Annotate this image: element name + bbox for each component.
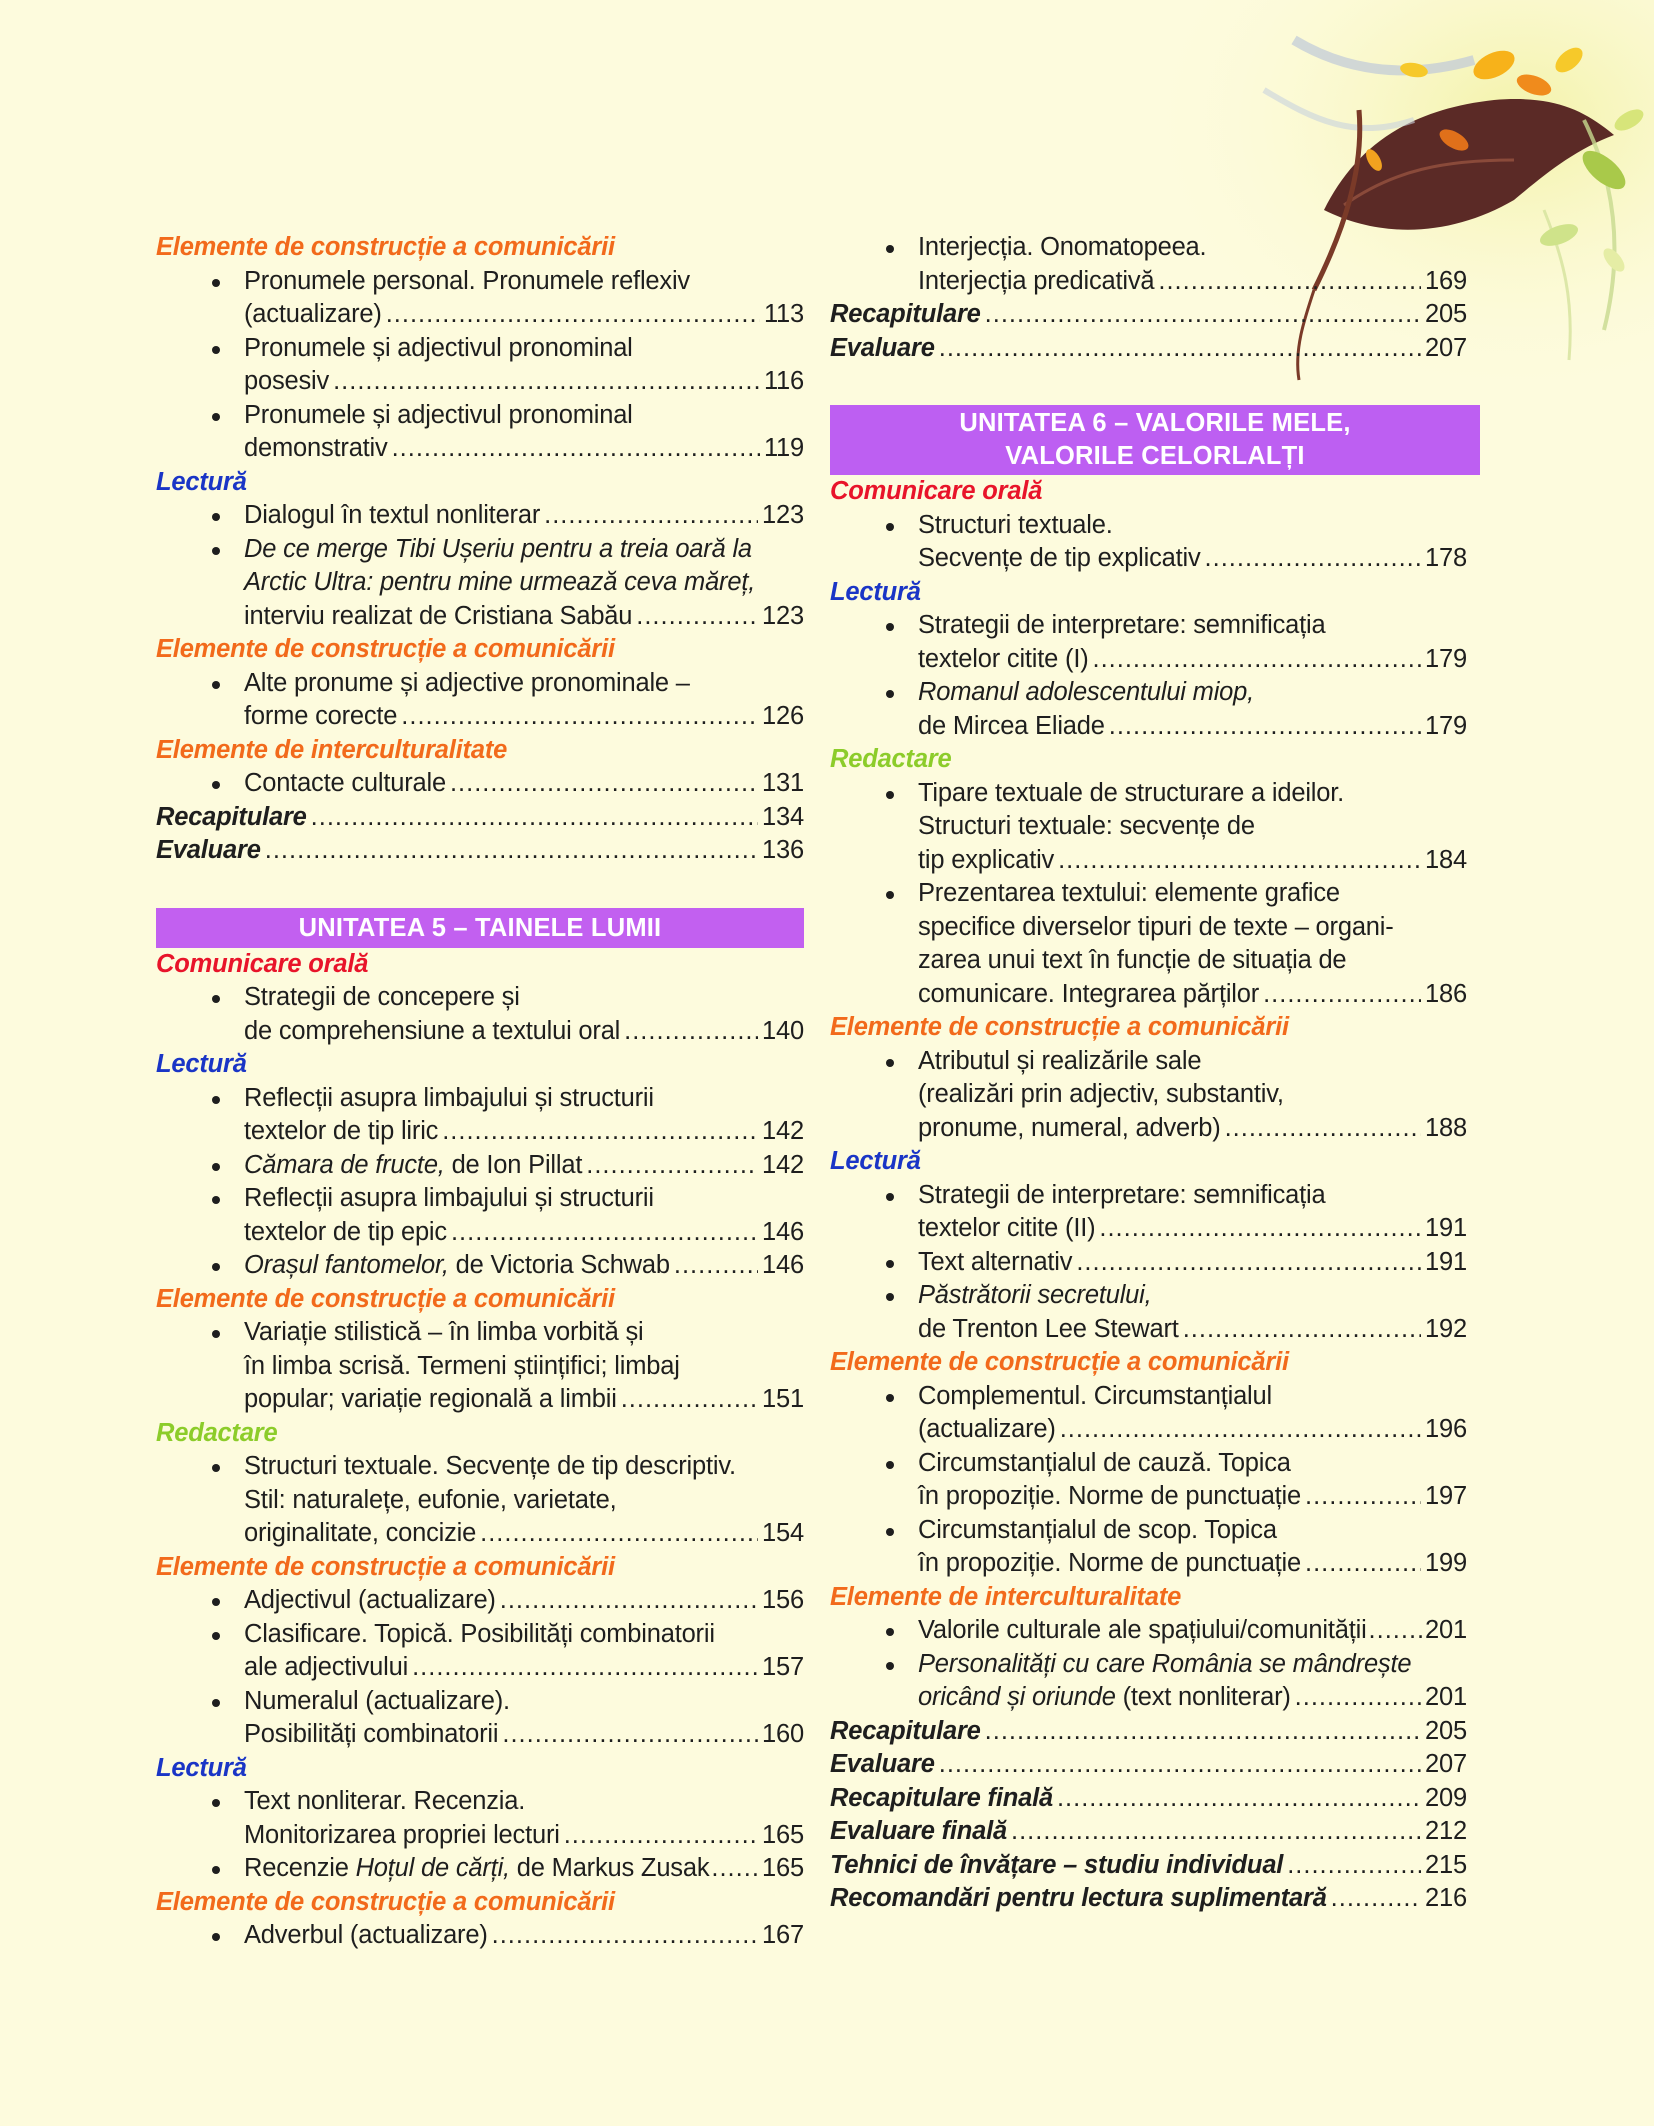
toc-entry[interactable]: Text alternativ ..... 191 — [830, 1246, 1467, 1280]
toc-entry[interactable]: Strategii de interpretare: semnificația textelor citite (II) ..... 191 — [830, 1179, 1467, 1246]
bullet-icon — [886, 1293, 894, 1301]
section-heading: Elemente de interculturalitate — [156, 735, 508, 764]
toc-entry[interactable]: Reflecții asupra limbajului și structurii textelor de tip epic ..... 146 — [156, 1182, 804, 1249]
page-number: 196 — [1425, 1415, 1467, 1443]
toc-recap[interactable]: Recapitulare ..... 205 — [830, 298, 1467, 332]
toc-final-recap[interactable]: Recapitulare finală ..... 209 — [830, 1782, 1467, 1816]
section-heading: Elemente de interculturalitate — [830, 1582, 1182, 1611]
section-heading: Elemente de construcție a comunicării — [156, 635, 615, 663]
page-number: 165 — [762, 1854, 804, 1882]
bullet-icon — [886, 1662, 894, 1670]
bullet-icon — [886, 1461, 894, 1469]
section-heading: Lectură — [156, 467, 247, 496]
page-number: 157 — [762, 1653, 804, 1681]
toc-entry[interactable]: Valorile culturale ale spațiului/comunității ..... 201 — [830, 1614, 1467, 1648]
toc-entry[interactable]: Pronumele personal. Pronumele reflexiv (actualizare) ..... 113 — [156, 265, 804, 332]
bullet-icon — [886, 1059, 894, 1067]
page-number: 126 — [762, 702, 804, 730]
toc-entry[interactable]: Adverbul (actualizare) ..... 167 — [156, 1919, 804, 1953]
toc-entry[interactable]: Interjecția. Onomatopeea. Interjecția predicativă ..... 169 — [830, 231, 1467, 298]
toc-right-column — [830, 231, 1467, 1916]
section-heading: Elemente de construcție a comunicării — [156, 1284, 615, 1313]
page-number: 192 — [1425, 1314, 1467, 1343]
bullet-icon — [212, 1598, 220, 1606]
toc-entry[interactable]: Circumstanțialul de scop. Topica în propoziție. Norme de punctuație ..... 199 — [830, 1514, 1467, 1581]
toc-entry[interactable]: Cămara de fructe, de Ion Pillat ..... 142 — [156, 1149, 804, 1183]
page-number: 191 — [1425, 1247, 1467, 1276]
section-heading: Lectură — [830, 1147, 921, 1175]
bullet-icon — [212, 547, 220, 555]
section-heading: Redactare — [830, 745, 952, 773]
bullet-icon — [886, 1260, 894, 1268]
page-number: 151 — [762, 1385, 804, 1413]
toc-entry[interactable]: Pronumele și adjectivul pronominal demonstrativ ..... 119 — [156, 399, 804, 466]
toc-entry[interactable]: Adjectivul (actualizare) ..... 156 — [156, 1584, 804, 1618]
toc-entry[interactable]: Pronumele și adjectivul pronominal posesiv ..... 116 — [156, 332, 804, 399]
toc-entry[interactable]: Romanul adolescentului miop, de Mircea Eliade ..... 179 — [830, 676, 1467, 743]
toc-entry[interactable]: Păstrătorii secretului, de Trenton Lee Stewart ..... 192 — [830, 1279, 1467, 1346]
bullet-icon — [212, 513, 220, 521]
bullet-icon — [886, 1628, 894, 1636]
page-number: 216 — [1425, 1884, 1467, 1912]
unit-5-banner: UNITATEA 5 – TAINELE LUMII — [156, 908, 804, 948]
bullet-icon — [212, 1632, 220, 1640]
toc-entry[interactable]: Strategii de concepere și de comprehensiune a textului oral ..... 140 — [156, 981, 804, 1048]
bullet-icon — [212, 1096, 220, 1104]
bullet-icon — [212, 1799, 220, 1807]
page-number: 123 — [762, 501, 804, 529]
bullet-icon — [212, 1263, 220, 1271]
toc-recap[interactable]: Recapitulare ..... 134 — [156, 801, 804, 835]
toc-entry[interactable]: Text nonliterar. Recenzia. Monitorizarea propriei lecturi ..... 165 — [156, 1785, 804, 1852]
page-number: 165 — [762, 1820, 804, 1849]
page-number: 154 — [762, 1519, 804, 1547]
bullet-icon — [212, 1866, 220, 1874]
toc-entry[interactable]: De ce merge Tibi Ușeriu pentru a treia oară la Arctic Ultra: pentru mine urmează ceva măreț, interviu realizat de Cristiana Sabău ..... 123 — [156, 533, 804, 634]
section-heading: Redactare — [156, 1418, 278, 1447]
unit-6-banner: UNITATEA 6 – VALORILE MELE, VALORILE CELORLALȚI — [830, 405, 1480, 475]
toc-entry[interactable]: Alte pronume și adjective pronominale – forme corecte ..... 126 — [156, 667, 804, 734]
bullet-icon — [886, 523, 894, 531]
bullet-icon — [886, 1528, 894, 1536]
section-heading: Lectură — [156, 1050, 247, 1078]
bullet-icon — [212, 279, 220, 287]
toc-entry[interactable]: Prezentarea textului: elemente grafice specifice diverselor tipuri de texte – organi- zarea unui text în funcție de situația de comunicare. Integrarea părților ..... 186 — [830, 877, 1467, 1011]
section-heading: Lectură — [830, 577, 921, 606]
bullet-icon — [212, 1464, 220, 1472]
bullet-icon — [212, 781, 220, 789]
section-heading: Elemente de construcție a comunicării — [156, 1887, 615, 1916]
page-number: 146 — [762, 1217, 804, 1246]
bullet-icon — [212, 413, 220, 421]
page-number: 167 — [762, 1921, 804, 1949]
bullet-icon — [212, 995, 220, 1003]
toc-entry[interactable]: Circumstanțialul de cauză. Topica în propoziție. Norme de punctuație ..... 197 — [830, 1447, 1467, 1514]
page-number: 188 — [1425, 1113, 1467, 1142]
page-number: 184 — [1425, 845, 1467, 874]
page-number: 140 — [762, 1016, 804, 1045]
toc-entry[interactable]: Tipare textuale de structurare a ideilor. Structuri textuale: secvențe de tip explicativ ..... 184 — [830, 777, 1467, 878]
page-number: 201 — [1425, 1616, 1467, 1644]
section-heading: Elemente de construcție a comunicării — [156, 233, 615, 261]
page-number: 142 — [762, 1117, 804, 1145]
toc-entry[interactable]: Variație stilistică – în limba vorbită și în limba scrisă. Termeni științifici; limbaj popular; variație regională a limbii ..... 151 — [156, 1316, 804, 1417]
page-number: 209 — [1425, 1783, 1467, 1812]
page-number: 186 — [1425, 979, 1467, 1008]
toc-entry[interactable]: Structuri textuale. Secvențe de tip descriptiv. Stil: naturalețe, eufonie, varietate, originalitate, concizie ..... 154 — [156, 1450, 804, 1551]
page-number: 178 — [1425, 544, 1467, 572]
page-number: 142 — [762, 1150, 804, 1179]
page-number: 191 — [1425, 1214, 1467, 1242]
bullet-icon — [212, 1163, 220, 1171]
bullet-icon — [886, 623, 894, 631]
section-heading: Elemente de construcție a comunicării — [830, 1013, 1289, 1041]
toc-final-evaluation[interactable]: Evaluare finală ..... 212 — [830, 1815, 1467, 1849]
bullet-icon — [886, 1394, 894, 1402]
section-heading: Elemente de construcție a comunicării — [830, 1348, 1289, 1376]
page-number: 212 — [1425, 1817, 1467, 1845]
page-number: 199 — [1425, 1549, 1467, 1577]
bullet-icon — [212, 681, 220, 689]
toc-evaluation[interactable]: Evaluare ..... 207 — [830, 332, 1467, 366]
page-number: 215 — [1425, 1850, 1467, 1879]
page-number: 116 — [763, 367, 804, 395]
toc-entry[interactable]: Reflecții asupra limbajului și structurii textelor de tip liric ..... 142 — [156, 1082, 804, 1149]
toc-entry[interactable]: Contacte culturale ..... 131 — [156, 767, 804, 801]
bullet-icon — [886, 690, 894, 698]
bullet-icon — [886, 891, 894, 899]
bullet-icon — [212, 346, 220, 354]
toc-entry[interactable]: Structuri textuale. Secvențe de tip explicativ ..... 178 — [830, 509, 1467, 576]
page-number: 136 — [762, 836, 804, 864]
page-number: 197 — [1425, 1482, 1467, 1510]
page-number: 201 — [1425, 1683, 1467, 1711]
section-heading: Comunicare orală — [156, 949, 369, 978]
page-number: 207 — [1425, 333, 1467, 362]
page-number: 207 — [1425, 1750, 1467, 1778]
page-number: 146 — [762, 1251, 804, 1279]
section-heading: Lectură — [156, 1753, 247, 1782]
bullet-icon — [212, 1699, 220, 1707]
toc-entry[interactable]: Orașul fantomelor, de Victoria Schwab ..... 146 — [156, 1249, 804, 1283]
section-heading: Comunicare orală — [830, 477, 1043, 505]
page-number: 169 — [1425, 266, 1467, 295]
toc-entry[interactable]: Complementul. Circumstanțialul (actualizare) ..... 196 — [830, 1380, 1467, 1447]
bullet-icon — [886, 791, 894, 799]
page-number: 131 — [762, 769, 804, 797]
page-number: 134 — [762, 802, 804, 831]
toc-entry[interactable]: Atributul și realizările sale (realizări prin adjectiv, substantiv, pronume, numeral, adverb) ..... 188 — [830, 1045, 1467, 1146]
toc-entry[interactable]: Numeralul (actualizare). Posibilități combinatorii ..... 160 — [156, 1685, 804, 1752]
toc-evaluation[interactable]: Evaluare ..... 136 — [156, 834, 804, 868]
bullet-icon — [212, 1933, 220, 1941]
toc-reading-recommendations[interactable]: Recomandări pentru lectura suplimentară ..... 216 — [830, 1882, 1467, 1916]
toc-entry[interactable]: Clasificare. Topică. Posibilități combinatorii ale adjectivului ..... 157 — [156, 1618, 804, 1685]
page-number: 205 — [1425, 300, 1467, 328]
page-number: 119 — [763, 434, 804, 462]
toc-evaluation[interactable]: Evaluare ..... 207 — [830, 1748, 1467, 1782]
page-number: 113 — [763, 300, 804, 328]
toc-learning-techniques[interactable]: Tehnici de învățare – studiu individual ..... 215 — [830, 1849, 1467, 1883]
page-number: 123 — [762, 601, 804, 630]
page-number: 205 — [1425, 1716, 1467, 1745]
page-number: 179 — [1425, 644, 1467, 673]
toc-entry[interactable]: Strategii de interpretare: semnificația textelor citite (I) ..... 179 — [830, 609, 1467, 676]
bullet-icon — [212, 1330, 220, 1338]
bullet-icon — [886, 245, 894, 253]
toc-entry[interactable]: Personalități cu care România se mândrește oricând și oriunde (text nonliterar) ..... 201 — [830, 1648, 1467, 1715]
toc-recap[interactable]: Recapitulare ..... 205 — [830, 1715, 1467, 1749]
bullet-icon — [886, 1193, 894, 1201]
page-number: 160 — [762, 1720, 804, 1748]
toc-entry[interactable]: Recenzie Hoțul de cărți, de Markus Zusak ..... 165 — [156, 1852, 804, 1886]
section-heading: Elemente de construcție a comunicării — [156, 1552, 615, 1581]
page-number: 179 — [1425, 711, 1467, 740]
toc-entry[interactable]: Dialogul în textul nonliterar ..... 123 — [156, 499, 804, 533]
page-number: 156 — [762, 1586, 804, 1614]
bullet-icon — [212, 1196, 220, 1204]
toc-left-column — [156, 231, 804, 1953]
